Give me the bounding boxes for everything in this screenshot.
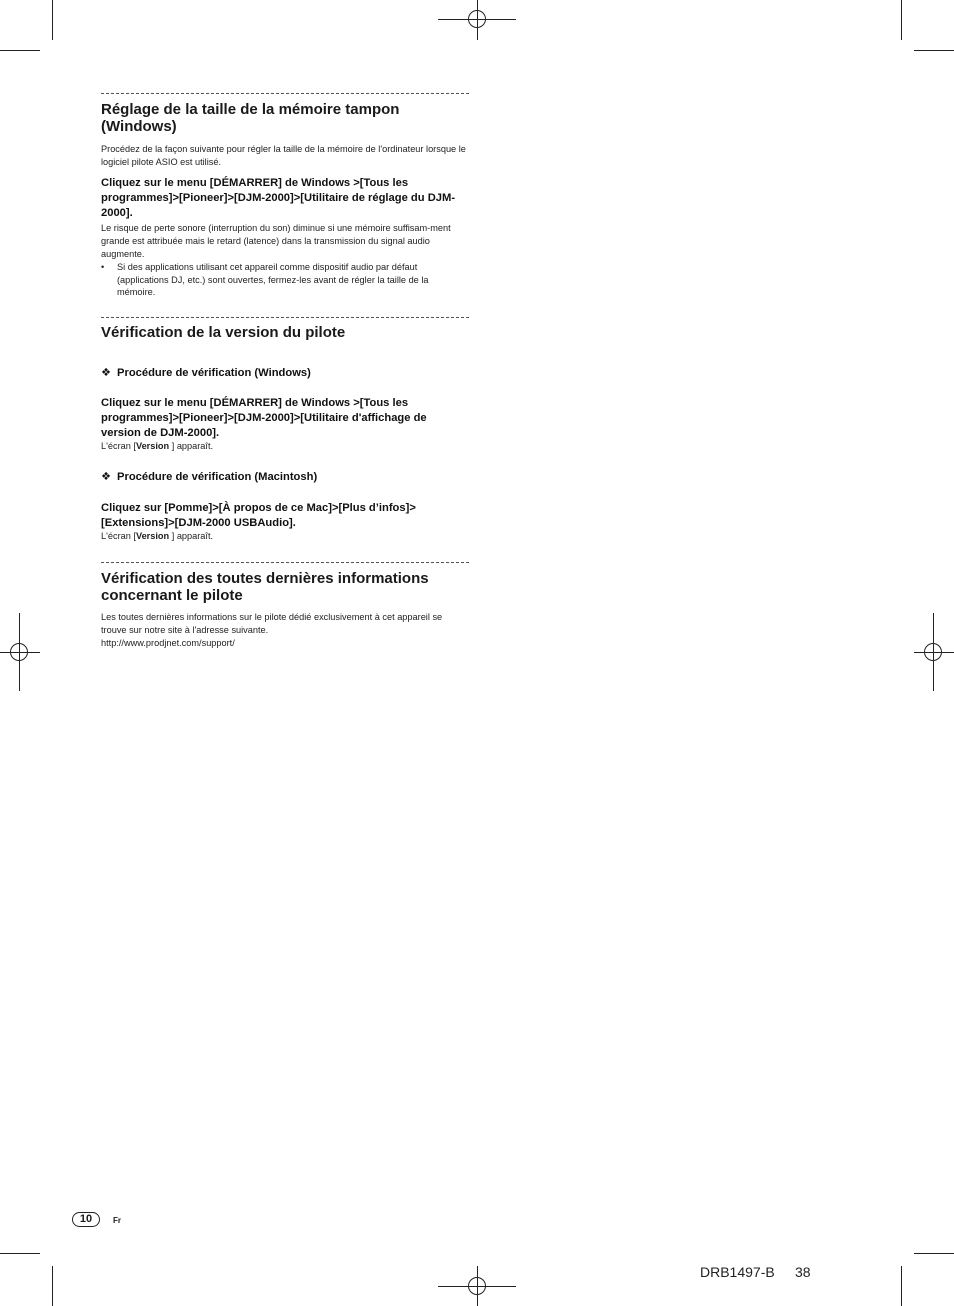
section-divider bbox=[101, 317, 469, 318]
diamond-icon: ❖ bbox=[101, 471, 112, 483]
diamond-icon: ❖ bbox=[101, 367, 112, 379]
instruction-step: Cliquez sur le menu [DÉMARRER] de Windows >[Tous les programmes]>[Pioneer]>[DJM-2000]>[Utilitaire de réglage du DJM-2000]. bbox=[101, 177, 456, 219]
instruction-step: Cliquez sur [Pomme]>[À propos de ce Mac]>[Plus d’infos]>[Extensions]>[DJM-2000 USBAudio]. bbox=[101, 502, 416, 529]
subsection-heading-text: Procédure de vérification (Windows) bbox=[117, 367, 311, 379]
page-number-badge: 10 bbox=[72, 1212, 100, 1227]
subsection-heading-text: Procédure de vérification (Macintosh) bbox=[117, 471, 318, 483]
language-code: Fr bbox=[113, 1216, 121, 1225]
document-code: DRB1497-B bbox=[700, 1264, 775, 1280]
section-title: Réglage de la taille de la mémoire tampon (Windows) bbox=[101, 101, 400, 135]
section-title: Vérification des toutes dernières informations concernant le pilote bbox=[101, 570, 429, 604]
section-title: Vérification de la version du pilote bbox=[101, 324, 346, 341]
step-result: L'écran [Version ] apparaît. bbox=[101, 531, 214, 541]
section-body: Les toutes dernières informations sur le pilote dédié exclusivement à cet appareil se trouve sur notre site à l'adresse suivante. bbox=[101, 612, 443, 635]
bullet-icon: • bbox=[101, 262, 105, 272]
step-note: Le risque de perte sonore (interruption du son) diminue si une mémoire suffisam-ment grande est attribuée mais le retard (latence) dans la transmission du signal audio augmente. bbox=[101, 223, 451, 259]
instruction-step: Cliquez sur le menu [DÉMARRER] de Windows >[Tous les programmes]>[Pioneer]>[DJM-2000]>[Utilitaire d'affichage de version de DJM-2000]. bbox=[101, 397, 427, 439]
document-page: 38 bbox=[795, 1264, 811, 1280]
section-divider bbox=[101, 93, 469, 94]
subsection-heading-macintosh bbox=[101, 470, 469, 484]
bullet-item bbox=[101, 261, 469, 299]
step-result: L'écran [Version ] apparaît. bbox=[101, 441, 214, 451]
support-url: http://www.prodjnet.com/support/ bbox=[101, 638, 235, 648]
section-divider bbox=[101, 562, 469, 563]
bullet-text: Si des applications utilisant cet appareil comme dispositif audio par défaut (applications DJ, etc.) sont ouvertes, fermez-les avant de régler la taille de la mémoire. bbox=[117, 262, 429, 298]
subsection-heading-windows bbox=[101, 366, 469, 380]
section-intro: Procédez de la façon suivante pour régler la taille de la mémoire de l'ordinateur lorsque le logiciel pilote ASIO est utilisé. bbox=[101, 144, 466, 167]
